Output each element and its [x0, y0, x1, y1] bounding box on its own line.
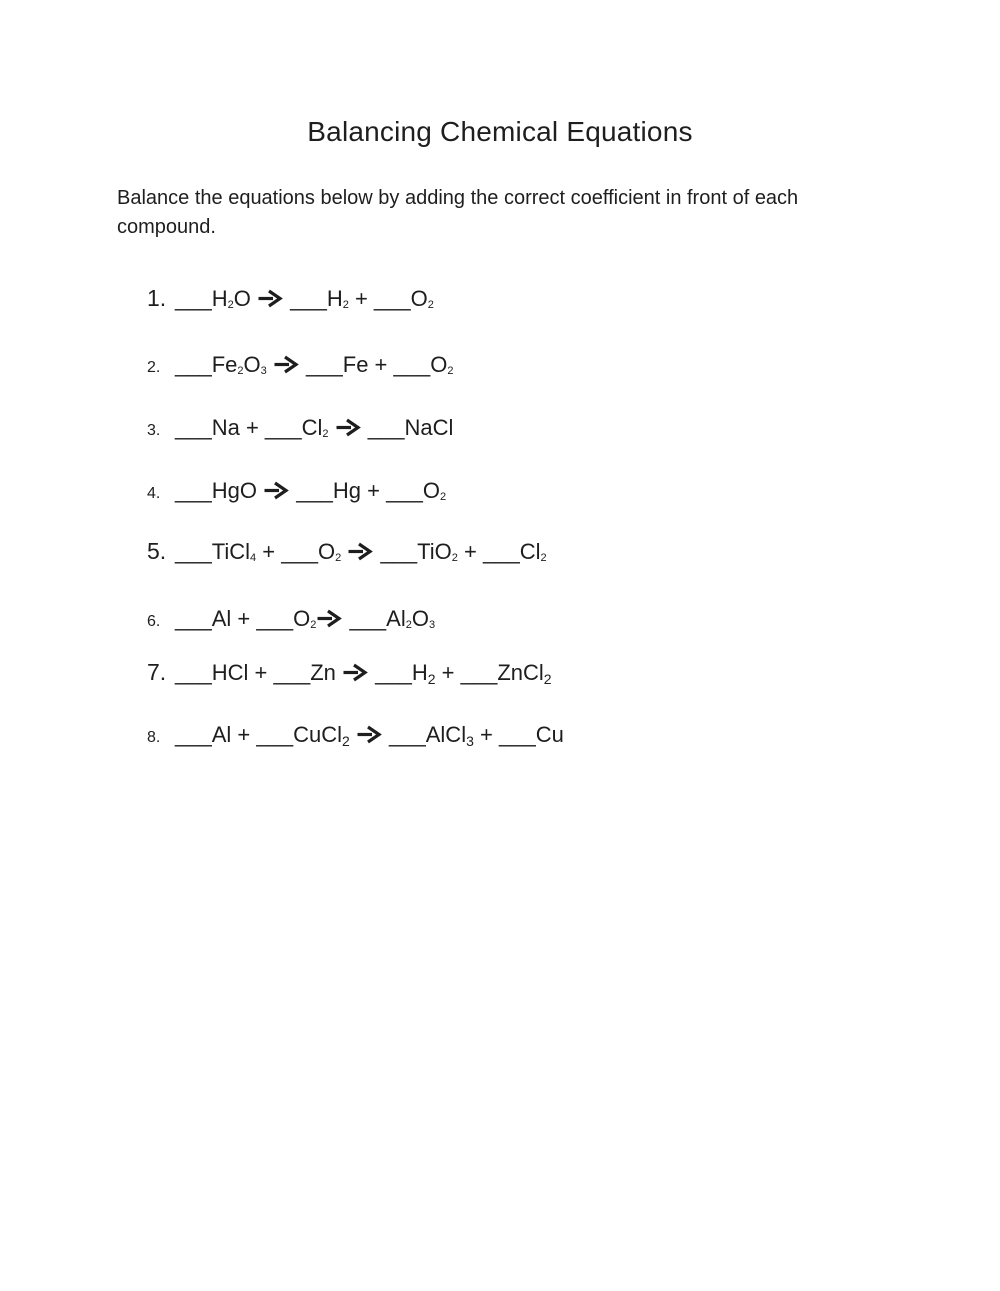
formula-text: TiO: [417, 539, 452, 564]
right-arrow-icon: [316, 606, 343, 631]
formula-text: O: [430, 352, 448, 377]
coefficient-blank: ___: [296, 478, 333, 503]
formula-text: O: [411, 606, 429, 631]
formula-text: TiCl: [211, 539, 251, 564]
formula-text: NaCl: [404, 415, 454, 440]
coefficient-blank: ___: [306, 352, 343, 377]
equation-number: 6.: [147, 613, 161, 630]
formula-text: Fe +: [342, 352, 394, 377]
equation-row: [147, 604, 1000, 634]
formula-text: O: [243, 352, 261, 377]
equation-row: [147, 657, 1000, 687]
equation-expression: [175, 286, 434, 311]
coefficient-blank: ___: [175, 286, 212, 311]
equation-expression: [175, 415, 453, 440]
equation-number: 2.: [147, 359, 161, 376]
equation-number: 3.: [147, 422, 161, 439]
formula-text: Na +: [211, 415, 265, 440]
formula-text: O: [422, 478, 440, 503]
subscript: 2: [335, 552, 342, 564]
equation-number: 7.: [147, 659, 167, 685]
equation-number: 4.: [147, 485, 161, 502]
subscript: 2: [227, 299, 234, 311]
subscript: 2: [427, 671, 436, 687]
right-arrow-icon: [356, 722, 383, 747]
subscript: 2: [439, 491, 447, 503]
subscript: 2: [543, 671, 552, 687]
subscript: 2: [322, 428, 329, 440]
formula-text: ZnCl: [497, 660, 544, 685]
formula-text: HgO: [211, 478, 264, 503]
subscript: 2: [342, 299, 349, 311]
right-arrow-icon: [273, 352, 300, 377]
coefficient-blank: ___: [256, 606, 294, 631]
equation-expression: [175, 539, 547, 564]
formula-text: +: [473, 722, 499, 747]
worksheet-title: Balancing Chemical Equations: [307, 116, 693, 147]
right-arrow-icon: [263, 478, 290, 503]
subscript: 3: [466, 733, 474, 749]
subscript: 2: [447, 365, 454, 377]
equation-expression: [175, 478, 446, 503]
coefficient-blank: ___: [256, 722, 294, 747]
formula-text: Fe: [211, 352, 238, 377]
formula-text: H: [211, 286, 228, 311]
subscript: 2: [451, 552, 458, 564]
equation-row: [147, 720, 1000, 750]
subscript: 3: [428, 619, 436, 631]
equation-number: 1.: [147, 285, 167, 311]
coefficient-blank: ___: [175, 660, 212, 685]
formula-text: Al +: [211, 606, 257, 631]
formula-text: Hg +: [332, 478, 387, 503]
coefficient-blank: ___: [367, 415, 405, 440]
coefficient-blank: ___: [175, 478, 212, 503]
formula-text: Al: [386, 606, 406, 631]
coefficient-blank: ___: [264, 415, 302, 440]
equation-expression: [175, 722, 564, 747]
subscript: 4: [250, 552, 257, 564]
subscript: 2: [310, 619, 317, 631]
formula-text: +: [457, 539, 483, 564]
formula-text: Zn: [310, 660, 342, 685]
coefficient-blank: ___: [380, 539, 418, 564]
right-arrow-icon: [347, 539, 374, 564]
instructions-line-2: compound.: [117, 216, 216, 238]
equation-expression: [175, 352, 453, 377]
subscript: 2: [405, 619, 412, 631]
coefficient-blank: ___: [175, 352, 212, 377]
formula-text: O: [410, 286, 428, 311]
formula-text: Cu: [535, 722, 564, 747]
right-arrow-icon: [342, 660, 369, 685]
coefficient-blank: ___: [175, 606, 212, 631]
equation-row: [147, 350, 1000, 380]
subscript: 2: [237, 365, 244, 377]
equation-row: [147, 476, 1000, 506]
coefficient-blank: ___: [373, 286, 411, 311]
coefficient-blank: ___: [375, 660, 412, 685]
formula-text: CuCl: [293, 722, 342, 747]
coefficient-blank: ___: [389, 722, 426, 747]
coefficient-blank: ___: [175, 722, 212, 747]
right-arrow-icon: [257, 286, 284, 311]
equation-expression: [175, 660, 552, 685]
equation-row: [147, 413, 1000, 443]
equation-expression: [175, 606, 435, 631]
coefficient-blank: ___: [175, 415, 212, 440]
coefficient-blank: ___: [498, 722, 536, 747]
formula-text: Cl: [519, 539, 541, 564]
formula-text: AlCl: [425, 722, 467, 747]
coefficient-blank: ___: [290, 286, 327, 311]
coefficient-blank: ___: [386, 478, 423, 503]
subscript: 3: [260, 365, 267, 377]
coefficient-blank: ___: [281, 539, 318, 564]
coefficient-blank: ___: [273, 660, 311, 685]
instructions-line-1: Balance the equations below by adding the correct coefficient in front of each: [117, 187, 799, 209]
formula-text: Cl: [301, 415, 323, 440]
equation-number: 8.: [147, 729, 161, 746]
subscript: 2: [427, 299, 434, 311]
subscript: 2: [341, 733, 350, 749]
formula-text: H: [326, 286, 343, 311]
formula-text: O: [233, 286, 257, 311]
formula-text: +: [256, 539, 282, 564]
right-arrow-icon: [335, 415, 362, 440]
coefficient-blank: ___: [482, 539, 520, 564]
formula-text: HCl +: [211, 660, 274, 685]
formula-text: O: [317, 539, 336, 564]
coefficient-blank: ___: [460, 660, 498, 685]
coefficient-blank: ___: [175, 539, 212, 564]
formula-text: +: [435, 660, 461, 685]
coefficient-blank: ___: [349, 606, 387, 631]
formula-text: H: [411, 660, 428, 685]
formula-text: Al +: [211, 722, 257, 747]
formula-text: O: [293, 606, 311, 631]
equation-row: [147, 283, 1000, 313]
equation-row: [147, 536, 1000, 566]
equation-list: [147, 283, 1000, 750]
coefficient-blank: ___: [393, 352, 431, 377]
formula-text: +: [348, 286, 374, 311]
instructions: [117, 184, 1000, 242]
subscript: 2: [540, 552, 547, 564]
equation-number: 5.: [147, 538, 167, 564]
